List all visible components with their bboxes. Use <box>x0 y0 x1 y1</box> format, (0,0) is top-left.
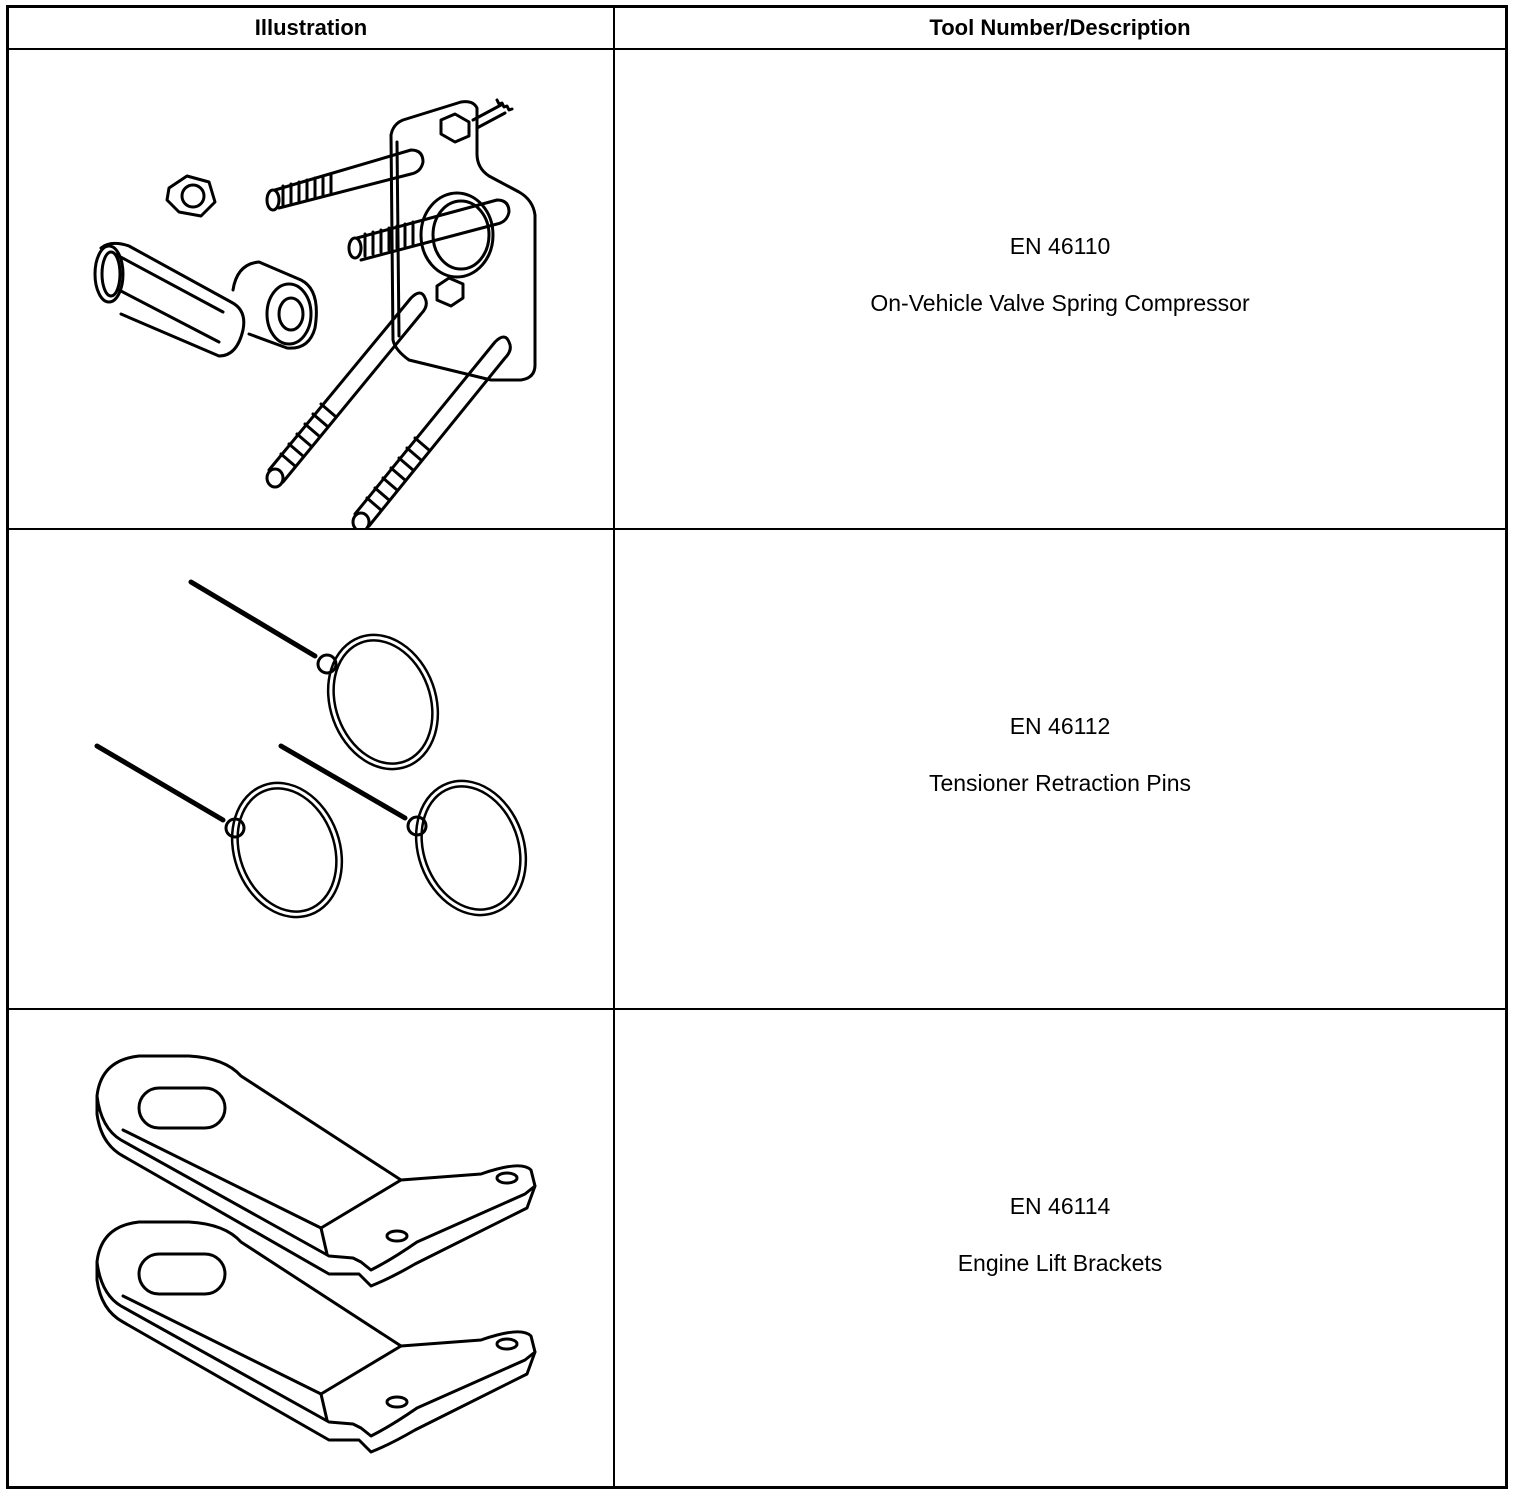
valve-spring-compressor-icon <box>11 50 611 528</box>
tool-number-1: EN 46110 <box>1009 233 1111 259</box>
table-row-2-illustration <box>9 530 615 1010</box>
table-row-3-description <box>615 1010 1505 1488</box>
header-tool-label: Tool Number/Description <box>929 15 1191 40</box>
table-row-3-illustration <box>9 1010 615 1488</box>
header-tool <box>615 8 1505 50</box>
table-row-1-description <box>615 50 1505 530</box>
header-illustration <box>9 8 615 50</box>
lift-brackets-icon <box>11 1010 611 1488</box>
tool-table <box>6 5 1508 1489</box>
tool-number-3: EN 46114 <box>1009 1193 1111 1219</box>
tool-description-3: Engine Lift Brackets <box>957 1250 1163 1276</box>
header-illustration-label: Illustration <box>254 15 368 40</box>
table-row-1-illustration <box>9 50 615 530</box>
table-row-2-description <box>615 530 1505 1010</box>
tool-number-2: EN 46112 <box>1009 713 1111 739</box>
tool-description-1: On-Vehicle Valve Spring Compressor <box>870 290 1250 316</box>
retraction-pins-icon <box>11 530 611 1008</box>
tool-description-2: Tensioner Retraction Pins <box>928 770 1192 796</box>
